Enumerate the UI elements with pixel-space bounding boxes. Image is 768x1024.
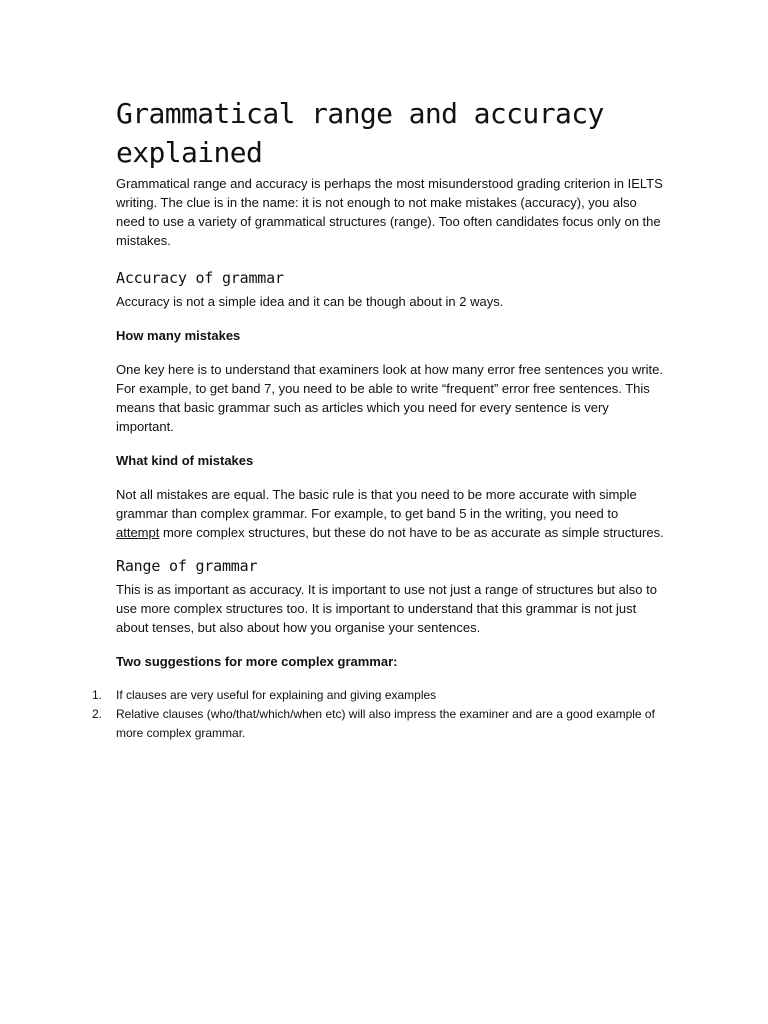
list-item xyxy=(92,686,664,705)
underlined-word-attempt: attempt xyxy=(116,525,160,540)
how-many-mistakes-paragraph: One key here is to understand that examiners look at how many error free sentences you write. For example, to get band 7, you need to be able to write “frequent” error free sentences. This means that basic grammar such as articles which you need for every sentence is very important. xyxy=(116,362,663,434)
intro-paragraph: Grammatical range and accuracy is perhaps the most misunderstood grading criterion in IELTS writing. The clue is in the name: it is not enough to not make mistakes (accuracy), you also need to use a variety of grammatical structures (range). Too often candidates focus only on the mistakes. xyxy=(116,176,663,248)
list-item-text: Relative clauses (who/that/which/when etc) will also impress the examiner and are a good example of more complex grammar. xyxy=(116,707,655,740)
what-kind-of-mistakes-paragraph xyxy=(116,485,664,542)
list-item-text: If clauses are very useful for explaining and giving examples xyxy=(116,688,437,702)
document-content xyxy=(92,94,664,743)
what-kind-text-part-1: Not all mistakes are equal. The basic rule is that you need to be more accurate with simple grammar than complex grammar. For example, to get band 5 in the writing, you need to xyxy=(116,487,637,521)
accuracy-intro-paragraph: Accuracy is not a simple idea and it can be though about in 2 ways. xyxy=(116,294,504,309)
what-kind-text-part-2: more complex structures, but these do not have to be as accurate as simple structures. xyxy=(159,525,664,540)
suggestions-list xyxy=(92,686,664,743)
subheading-how-many-mistakes: How many mistakes xyxy=(116,328,241,343)
list-item-number: 2. xyxy=(92,707,103,721)
list-item xyxy=(92,705,664,743)
section-heading-range: Range of grammar xyxy=(116,557,258,575)
list-item-number: 1. xyxy=(92,688,103,702)
subheading-two-suggestions: Two suggestions for more complex grammar: xyxy=(116,654,398,669)
page-title: Grammatical range and accuracy explained xyxy=(116,97,604,169)
range-paragraph: This is as important as accuracy. It is important to use not just a range of structures but also to use more complex structures too. It is important to understand that this grammar is not just about tenses, but also about how you organise your sentences. xyxy=(116,582,657,635)
section-heading-accuracy: Accuracy of grammar xyxy=(116,269,284,287)
subheading-what-kind-of-mistakes: What kind of mistakes xyxy=(116,453,254,468)
